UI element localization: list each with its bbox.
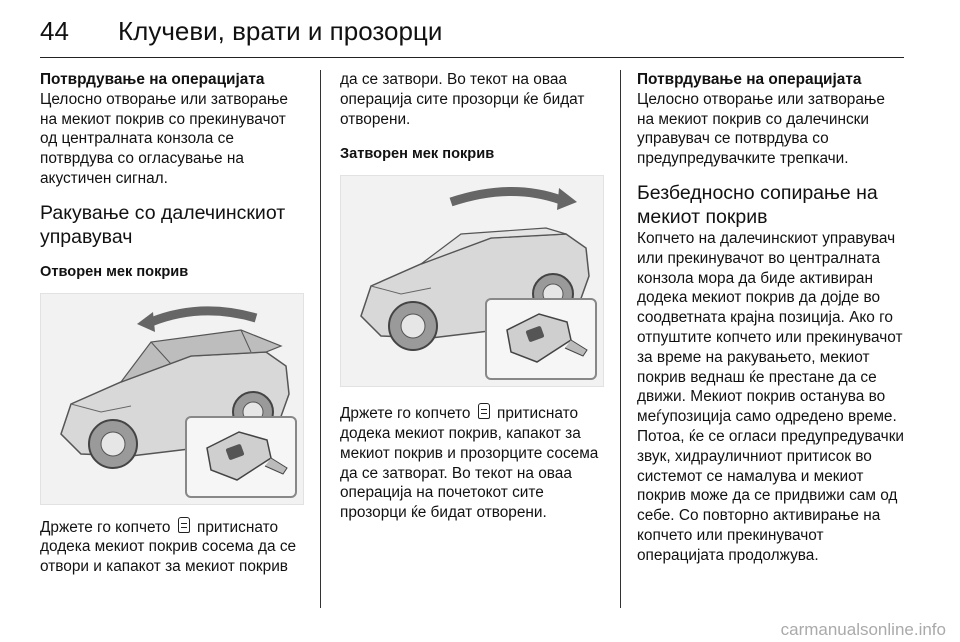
safety-stop-paragraph: Копчето на далечинскиот управувач или прекинувачот во централната конзола мора да биде активиран додека мекиот покрив да дојде во соодветната крајна позиција. Ако го отпуштите копчето или прекинувачот за време на ракувањето, мекиот покрив веднаш ќе престане да се движи. Мекиот покрив останува во меѓупозиција само одредено време. Потоа, ќе се огласи предупредувачки звук, хидрауличниот притисок во системот се намалува и мекиот покрив може да се придвижи сам од себе. Со повторно активирање на копчето или прекинувачот операцијата продолжува.	[637, 229, 905, 564]
key-fob-icon	[187, 418, 295, 496]
remote-control-heading: Ракување со далечинскиот управувач	[40, 201, 286, 248]
column-left	[40, 70, 302, 577]
open-instructions: Држете го копчето притиснато додека мекиот покрив сосема да се отвори и капакот за мекиот покрив	[40, 518, 297, 576]
page-header	[40, 12, 920, 52]
column-middle	[340, 70, 608, 523]
confirm-heading: Потврдување на операцијата	[637, 71, 862, 88]
page-number: 44	[40, 16, 69, 46]
confirm-paragraph: Целосно отворање или затворање на мекиот покрив со прекинувачот од централната конзола се потврдува со огласување на акустичен сигнал.	[40, 90, 288, 187]
key-fob-icon	[487, 300, 595, 378]
closed-roof-subheading: Затворен мек покрив	[340, 146, 495, 163]
open-roof-illustration	[40, 293, 304, 505]
chapter-title: Клучеви, врати и прозорци	[118, 16, 443, 46]
soft-top-key-icon	[178, 517, 190, 533]
safety-stop-heading: Безбедносно сопирање на мекиот покрив	[637, 181, 878, 228]
watermark: carmanualsonline.info	[780, 620, 946, 639]
open-roof-subheading: Отворен мек покрив	[40, 263, 189, 280]
continuation-paragraph: да се затвори. Во текот на оваа операција сите прозорци ќе бидат отворени.	[340, 71, 585, 128]
key-fob-inset	[485, 298, 597, 380]
soft-top-key-icon	[478, 403, 490, 419]
column-divider	[320, 70, 321, 608]
column-divider	[620, 70, 621, 608]
header-divider	[40, 57, 904, 58]
close-instructions: Држете го копчето притиснато додека мекиот покрив, капакот за мекиот покрив и прозорците сосема да се затворат. Во текот на оваа операција на почетокот сите прозорци ќе бидат отворени.	[340, 405, 599, 522]
closed-roof-illustration	[340, 175, 604, 387]
confirm-paragraph: Целосно отворање или затворање на мекиот покрив со далечински управувач се потврдува со предупредувачките трепкачи.	[637, 90, 885, 168]
key-fob-inset	[185, 416, 297, 498]
confirm-heading: Потврдување на операцијата	[40, 71, 265, 88]
column-right	[637, 70, 905, 566]
